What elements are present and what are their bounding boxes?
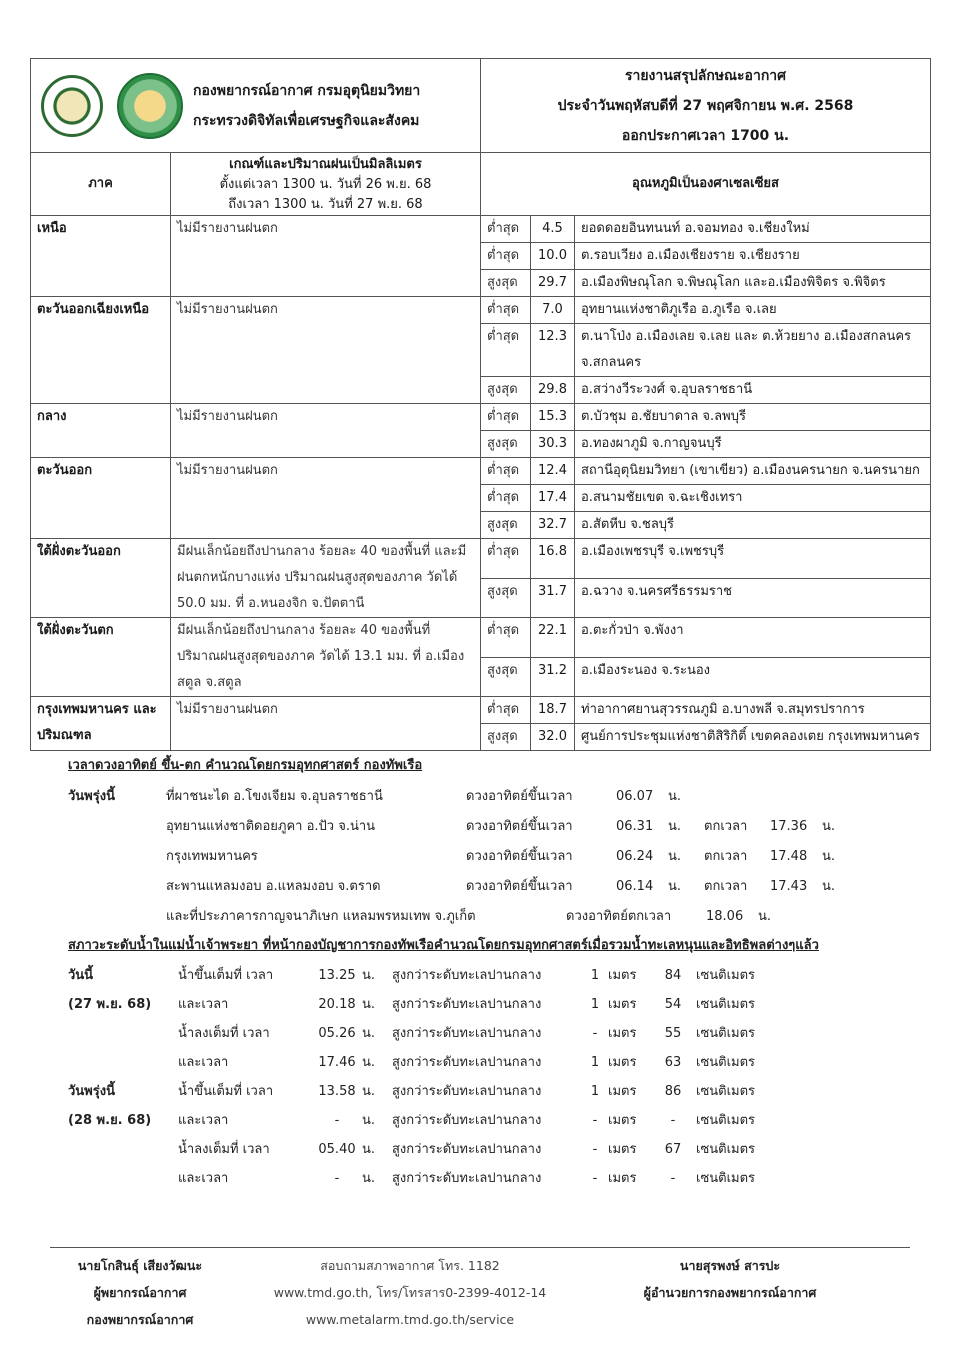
tide-row xyxy=(68,1169,948,1189)
tide-row xyxy=(68,1082,948,1102)
sunset-label: ตกเวลา xyxy=(704,849,748,864)
temperature-row xyxy=(31,539,931,579)
ministry-name: กระทรวงดิจิทัลเพื่อเศรษฐกิจและสังคม xyxy=(193,112,420,129)
sunrise-day-label: วันพรุ่งนี้ xyxy=(68,789,115,804)
rain-summary: ไม่มีรายงานฝนตก xyxy=(171,404,481,458)
footer-divider xyxy=(50,1247,910,1248)
report-issue-time: ออกประกาศเวลา 1700 น. xyxy=(621,128,790,144)
tide-row xyxy=(68,1111,948,1131)
rain-summary: ไม่มีรายงานฝนตก xyxy=(171,297,481,404)
tide-centimeters: 86 xyxy=(664,1084,682,1099)
sunset-label: ดวงอาทิตย์ตกเวลา xyxy=(566,909,672,924)
tide-day-label: วันพรุ่งนี้ xyxy=(68,1084,115,1099)
rain-header-title: เกณฑ์และปริมาณฝนเป็นมิลลิเมตร xyxy=(229,157,422,172)
meter-unit: เมตร xyxy=(608,997,637,1012)
temp-type-label: ต่ำสุด xyxy=(481,216,531,243)
sunset-time: 17.48 xyxy=(770,849,808,864)
time-unit: น. xyxy=(362,1171,376,1186)
tide-event: และเวลา xyxy=(178,1055,229,1070)
tide-row xyxy=(68,966,948,986)
meter-unit: เมตร xyxy=(608,1142,637,1157)
temp-value: 32.7 xyxy=(531,512,575,539)
meter-unit: เมตร xyxy=(608,1113,637,1128)
region-column-header: ภาค xyxy=(31,153,171,216)
tide-centimeters: 67 xyxy=(664,1142,682,1157)
tide-event: น้ำขึ้นเต็มที่ เวลา xyxy=(178,1084,274,1099)
rain-column-header xyxy=(171,153,481,216)
sun-row xyxy=(68,787,938,807)
sun-row xyxy=(68,847,938,867)
sunset-time: 17.43 xyxy=(770,879,808,894)
ministry-logo-icon xyxy=(41,75,103,137)
temp-type-label: ต่ำสุด xyxy=(481,404,531,431)
region-name: เหนือ xyxy=(31,216,171,297)
tide-centimeters: - xyxy=(670,1113,676,1128)
sunrise-time: 06.24 xyxy=(616,849,654,864)
director-name: นายสุรพงษ์ สารปะ xyxy=(679,1258,781,1273)
sunrise-section xyxy=(68,755,938,927)
centimeter-unit: เซนติเมตร xyxy=(696,1142,756,1157)
temp-location: ท่าอากาศยานสุวรรณภูมิ อ.บางพลี จ.สมุทรปราการ xyxy=(575,697,931,724)
tide-meters: - xyxy=(592,1113,598,1128)
temp-location: อ.เมืองพิษณุโลก จ.พิษณุโลก และอ.เมืองพิจิตร จ.พิจิตร xyxy=(575,270,931,297)
temp-location: ต.รอบเวียง อ.เมืองเชียงราย จ.เชียงราย xyxy=(575,243,931,270)
sun-row xyxy=(68,877,938,897)
sun-location: ที่ผาชนะได อ.โขงเจียม จ.อุบลราชธานี xyxy=(166,789,383,804)
temp-value: 22.1 xyxy=(531,618,575,658)
tide-level-text: สูงกว่าระดับทะเลปานกลาง xyxy=(392,1171,542,1186)
sunrise-label: ดวงอาทิตย์ขึ้นเวลา xyxy=(466,789,573,804)
temp-location: ต.บัวชุม อ.ชัยบาดาล จ.ลพบุรี xyxy=(575,404,931,431)
temp-type-label: ต่ำสุด xyxy=(481,618,531,658)
temp-type-label: สูงสุด xyxy=(481,657,531,697)
time-unit: น. xyxy=(758,909,772,924)
sun-location: อุทยานแห่งชาติดอยภูคา อ.ปัว จ.น่าน xyxy=(166,819,376,834)
tide-event: และเวลา xyxy=(178,1171,229,1186)
region-name: ใต้ฝั่งตะวันตก xyxy=(31,618,171,697)
temp-type-label: สูงสุด xyxy=(481,512,531,539)
tide-centimeters: - xyxy=(670,1171,676,1186)
sunset-label: ตกเวลา xyxy=(704,819,748,834)
time-unit: น. xyxy=(362,1026,376,1041)
temp-type-label: สูงสุด xyxy=(481,377,531,404)
tmd-logo-icon xyxy=(117,73,183,139)
region-name: ใต้ฝั่งตะวันออก xyxy=(31,539,171,618)
time-unit: น. xyxy=(362,1084,376,1099)
tide-day-date: (28 พ.ย. 68) xyxy=(68,1113,152,1128)
forecaster-signature xyxy=(40,1252,240,1333)
forecaster-name: นายโกสินธุ์ เสียงวัฒนะ xyxy=(77,1258,203,1273)
sunrise-title: เวลาดวงอาทิตย์ ขึ้น-ตก คำนวณโดยกรมอุทกศาสตร์ กองทัพเรือ xyxy=(68,758,423,773)
temp-type-label: ต่ำสุด xyxy=(481,324,531,377)
tide-event: น้ำขึ้นเต็มที่ เวลา xyxy=(178,968,274,983)
temperature-row xyxy=(31,458,931,485)
temp-location: ต.นาโป่ง อ.เมืองเลย จ.เลย และ ต.ห้วยยาง อ.เมืองสกลนคร จ.สกลนคร xyxy=(575,324,931,377)
temp-location: อ.ทองผาภูมิ จ.กาญจนบุรี xyxy=(575,431,931,458)
centimeter-unit: เซนติเมตร xyxy=(696,1084,756,1099)
tide-level-text: สูงกว่าระดับทะเลปานกลาง xyxy=(392,1113,542,1128)
temperature-row xyxy=(31,297,931,324)
time-unit: น. xyxy=(668,819,682,834)
time-unit: น. xyxy=(362,1142,376,1157)
tide-meters: 1 xyxy=(590,968,600,983)
region-name: ตะวันออก xyxy=(31,458,171,539)
temp-value: 15.3 xyxy=(531,404,575,431)
temp-type-label: สูงสุด xyxy=(481,431,531,458)
tide-event: น้ำลงเต็มที่ เวลา xyxy=(178,1026,270,1041)
tide-level-text: สูงกว่าระดับทะเลปานกลาง xyxy=(392,1142,542,1157)
weather-summary-table xyxy=(30,58,931,751)
centimeter-unit: เซนติเมตร xyxy=(696,1171,756,1186)
tide-time: - xyxy=(334,1113,340,1128)
org-name: กองพยากรณ์อากาศ กรมอุตุนิยมวิทยา xyxy=(193,82,421,99)
time-unit: น. xyxy=(668,879,682,894)
time-unit: น. xyxy=(822,819,836,834)
tide-level-text: สูงกว่าระดับทะเลปานกลาง xyxy=(392,997,542,1012)
tide-centimeters: 84 xyxy=(664,968,682,983)
sunrise-label: ดวงอาทิตย์ขึ้นเวลา xyxy=(466,849,573,864)
tide-meters: - xyxy=(592,1171,598,1186)
director-signature xyxy=(600,1252,860,1306)
sun-location: และที่ประภาคารกาญจนาภิเษก แหลมพรหมเทพ จ.ภูเก็ต xyxy=(166,909,476,924)
meter-unit: เมตร xyxy=(608,1084,637,1099)
time-unit: น. xyxy=(822,849,836,864)
temp-value: 29.7 xyxy=(531,270,575,297)
sunrise-time: 06.14 xyxy=(616,879,654,894)
org-header-cell xyxy=(31,59,481,153)
forecaster-dept: กองพยากรณ์อากาศ xyxy=(86,1312,194,1327)
temp-location: อ.สว่างวีระวงศ์ จ.อุบลราชธานี xyxy=(575,377,931,404)
temp-type-label: ต่ำสุด xyxy=(481,697,531,724)
tide-meters: - xyxy=(592,1142,598,1157)
time-unit: น. xyxy=(668,849,682,864)
centimeter-unit: เซนติเมตร xyxy=(696,1026,756,1041)
temp-type-label: สูงสุด xyxy=(481,270,531,297)
region-name: กลาง xyxy=(31,404,171,458)
temp-value: 12.3 xyxy=(531,324,575,377)
tide-row xyxy=(68,1140,948,1160)
tide-centimeters: 54 xyxy=(664,997,682,1012)
rain-summary: มีฝนเล็กน้อยถึงปานกลาง ร้อยละ 40 ของพื้นที่ ปริมาณฝนสูงสุดของภาค วัดได้ 13.1 มม. ที่ อ.เมืองสตูล จ.สตูล xyxy=(171,618,481,697)
tide-meters: 1 xyxy=(590,1084,600,1099)
temp-value: 4.5 xyxy=(531,216,575,243)
report-date: ประจำวันพฤหัสบดีที่ 27 พฤศจิกายน พ.ศ. 2568 xyxy=(557,98,854,114)
temp-type-label: ต่ำสุด xyxy=(481,297,531,324)
temp-type-label: ต่ำสุด xyxy=(481,539,531,579)
time-unit: น. xyxy=(362,1055,376,1070)
contact-info xyxy=(245,1252,575,1333)
temp-location: อ.ฉวาง จ.นครศรีธรรมราช xyxy=(575,578,931,618)
time-unit: น. xyxy=(668,789,682,804)
temp-value: 32.0 xyxy=(531,724,575,751)
centimeter-unit: เซนติเมตร xyxy=(696,997,756,1012)
tide-event: และเวลา xyxy=(178,1113,229,1128)
tide-time: 17.46 xyxy=(318,1055,356,1070)
temp-value: 10.0 xyxy=(531,243,575,270)
meter-unit: เมตร xyxy=(608,1171,637,1186)
temp-type-label: ต่ำสุด xyxy=(481,458,531,485)
tide-time: 13.25 xyxy=(318,968,356,983)
temp-value: 12.4 xyxy=(531,458,575,485)
temp-type-label: สูงสุด xyxy=(481,724,531,751)
tide-event: น้ำลงเต็มที่ เวลา xyxy=(178,1142,270,1157)
temp-value: 16.8 xyxy=(531,539,575,579)
rain-header-to: ถึงเวลา 1300 น. วันที่ 27 พ.ย. 68 xyxy=(228,197,423,212)
sunrise-label: ดวงอาทิตย์ขึ้นเวลา xyxy=(466,879,573,894)
tide-day-label: วันนี้ xyxy=(68,968,94,983)
time-unit: น. xyxy=(822,879,836,894)
tide-meters: - xyxy=(592,1026,598,1041)
rain-summary: ไม่มีรายงานฝนตก xyxy=(171,697,481,751)
tide-row xyxy=(68,1024,948,1044)
temp-location: ศูนย์การประชุมแห่งชาติสิริกิติ์ เขตคลองเตย กรุงเทพมหานคร xyxy=(575,724,931,751)
temperature-row xyxy=(31,618,931,658)
centimeter-unit: เซนติเมตร xyxy=(696,968,756,983)
tide-level-text: สูงกว่าระดับทะเลปานกลาง xyxy=(392,1055,542,1070)
temp-location: ยอดดอยอินทนนท์ อ.จอมทอง จ.เชียงใหม่ xyxy=(575,216,931,243)
contact-web-link[interactable]: www.tmd.go.th, โทร/โทรสาร0-2399-4012-14 xyxy=(273,1285,547,1300)
temp-location: อ.เมืองระนอง จ.ระนอง xyxy=(575,657,931,697)
time-unit: น. xyxy=(362,968,376,983)
temp-location: อ.สนามชัยเขต จ.ฉะเชิงเทรา xyxy=(575,485,931,512)
centimeter-unit: เซนติเมตร xyxy=(696,1113,756,1128)
tide-section xyxy=(68,935,948,1189)
temp-type-label: ต่ำสุด xyxy=(481,485,531,512)
sunrise-time: 06.07 xyxy=(616,789,654,804)
sun-row xyxy=(68,907,938,927)
tide-row xyxy=(68,1053,948,1073)
temp-location: สถานีอุตุนิยมวิทยา (เขาเขียว) อ.เมืองนครนายก จ.นครนายก xyxy=(575,458,931,485)
region-name: กรุงเทพมหานคร และปริมณฑล xyxy=(31,697,171,751)
sunrise-label: ดวงอาทิตย์ขึ้นเวลา xyxy=(466,819,573,834)
tide-time: - xyxy=(334,1171,340,1186)
temperature-row xyxy=(31,404,931,431)
temp-location: อ.สัตหีบ จ.ชลบุรี xyxy=(575,512,931,539)
sun-location: กรุงเทพมหานคร xyxy=(166,849,258,864)
rain-header-from: ตั้งแต่เวลา 1300 น. วันที่ 26 พ.ย. 68 xyxy=(219,177,432,192)
sun-row xyxy=(68,817,938,837)
sunset-time: 17.36 xyxy=(770,819,808,834)
tide-level-text: สูงกว่าระดับทะเลปานกลาง xyxy=(392,968,542,983)
tide-meters: 1 xyxy=(590,997,600,1012)
tide-meters: 1 xyxy=(590,1055,600,1070)
temperature-row xyxy=(31,697,931,724)
temp-value: 31.7 xyxy=(531,578,575,618)
temp-value: 18.7 xyxy=(531,697,575,724)
sunset-label: ตกเวลา xyxy=(704,879,748,894)
temp-column-header: อุณหภูมิเป็นองศาเซลเซียส xyxy=(481,153,931,216)
tide-title: สภาวะระดับน้ำในแม่น้ำเจ้าพระยา ที่หน้ากองบัญชาการกองทัพเรือคำนวณโดยกรมอุทกศาสตร์เมื่อรวมน้ำทะเลหนุนและอิทธิพลต่างๆแล้ว xyxy=(68,938,819,953)
rain-summary: ไม่มีรายงานฝนตก xyxy=(171,216,481,297)
tide-day-date: (27 พ.ย. 68) xyxy=(68,997,152,1012)
report-title-cell xyxy=(481,59,931,153)
temp-value: 30.3 xyxy=(531,431,575,458)
region-rows xyxy=(31,216,931,751)
temp-location: อุทยานแห่งชาติภูเรือ อ.ภูเรือ จ.เลย xyxy=(575,297,931,324)
tide-centimeters: 63 xyxy=(664,1055,682,1070)
temp-location: อ.ตะกั่วป่า จ.พังงา xyxy=(575,618,931,658)
sun-location: สะพานแหลมงอบ อ.แหลมงอบ จ.ตราด xyxy=(166,879,381,894)
tide-event: และเวลา xyxy=(178,997,229,1012)
time-unit: น. xyxy=(362,1113,376,1128)
rain-summary: มีฝนเล็กน้อยถึงปานกลาง ร้อยละ 40 ของพื้นที่ และมีฝนตกหนักบางแห่ง ปริมาณฝนสูงสุดของภาค วัดได้ 50.0 มม. ที่ อ.หนองจิก จ.ปัตตานี xyxy=(171,539,481,618)
centimeter-unit: เซนติเมตร xyxy=(696,1055,756,1070)
tide-time: 13.58 xyxy=(318,1084,356,1099)
rain-summary: ไม่มีรายงานฝนตก xyxy=(171,458,481,539)
forecaster-title: ผู้พยากรณ์อากาศ xyxy=(93,1285,187,1300)
sunrise-time: 06.31 xyxy=(616,819,654,834)
tide-time: 05.26 xyxy=(318,1026,356,1041)
contact-phone: สอบถามสภาพอากาศ โทร. 1182 xyxy=(320,1258,500,1273)
temp-value: 17.4 xyxy=(531,485,575,512)
director-title: ผู้อำนวยการกองพยากรณ์อากาศ xyxy=(643,1285,817,1300)
report-title: รายงานสรุปลักษณะอากาศ xyxy=(624,68,787,84)
tide-row xyxy=(68,995,948,1015)
tide-level-text: สูงกว่าระดับทะเลปานกลาง xyxy=(392,1026,542,1041)
tide-centimeters: 55 xyxy=(664,1026,682,1041)
sunset-time: 18.06 xyxy=(706,909,744,924)
contact-service-link[interactable]: www.metalarm.tmd.go.th/service xyxy=(305,1312,515,1327)
tide-level-text: สูงกว่าระดับทะเลปานกลาง xyxy=(392,1084,542,1099)
temp-value: 29.8 xyxy=(531,377,575,404)
meter-unit: เมตร xyxy=(608,1026,637,1041)
tide-time: 20.18 xyxy=(318,997,356,1012)
tide-time: 05.40 xyxy=(318,1142,356,1157)
meter-unit: เมตร xyxy=(608,1055,637,1070)
temp-location: อ.เมืองเพชรบุรี จ.เพชรบุรี xyxy=(575,539,931,579)
meter-unit: เมตร xyxy=(608,968,637,983)
temp-value: 7.0 xyxy=(531,297,575,324)
temp-type-label: ต่ำสุด xyxy=(481,243,531,270)
temperature-row xyxy=(31,216,931,243)
region-name: ตะวันออกเฉียงเหนือ xyxy=(31,297,171,404)
time-unit: น. xyxy=(362,997,376,1012)
temp-type-label: สูงสุด xyxy=(481,578,531,618)
temp-value: 31.2 xyxy=(531,657,575,697)
